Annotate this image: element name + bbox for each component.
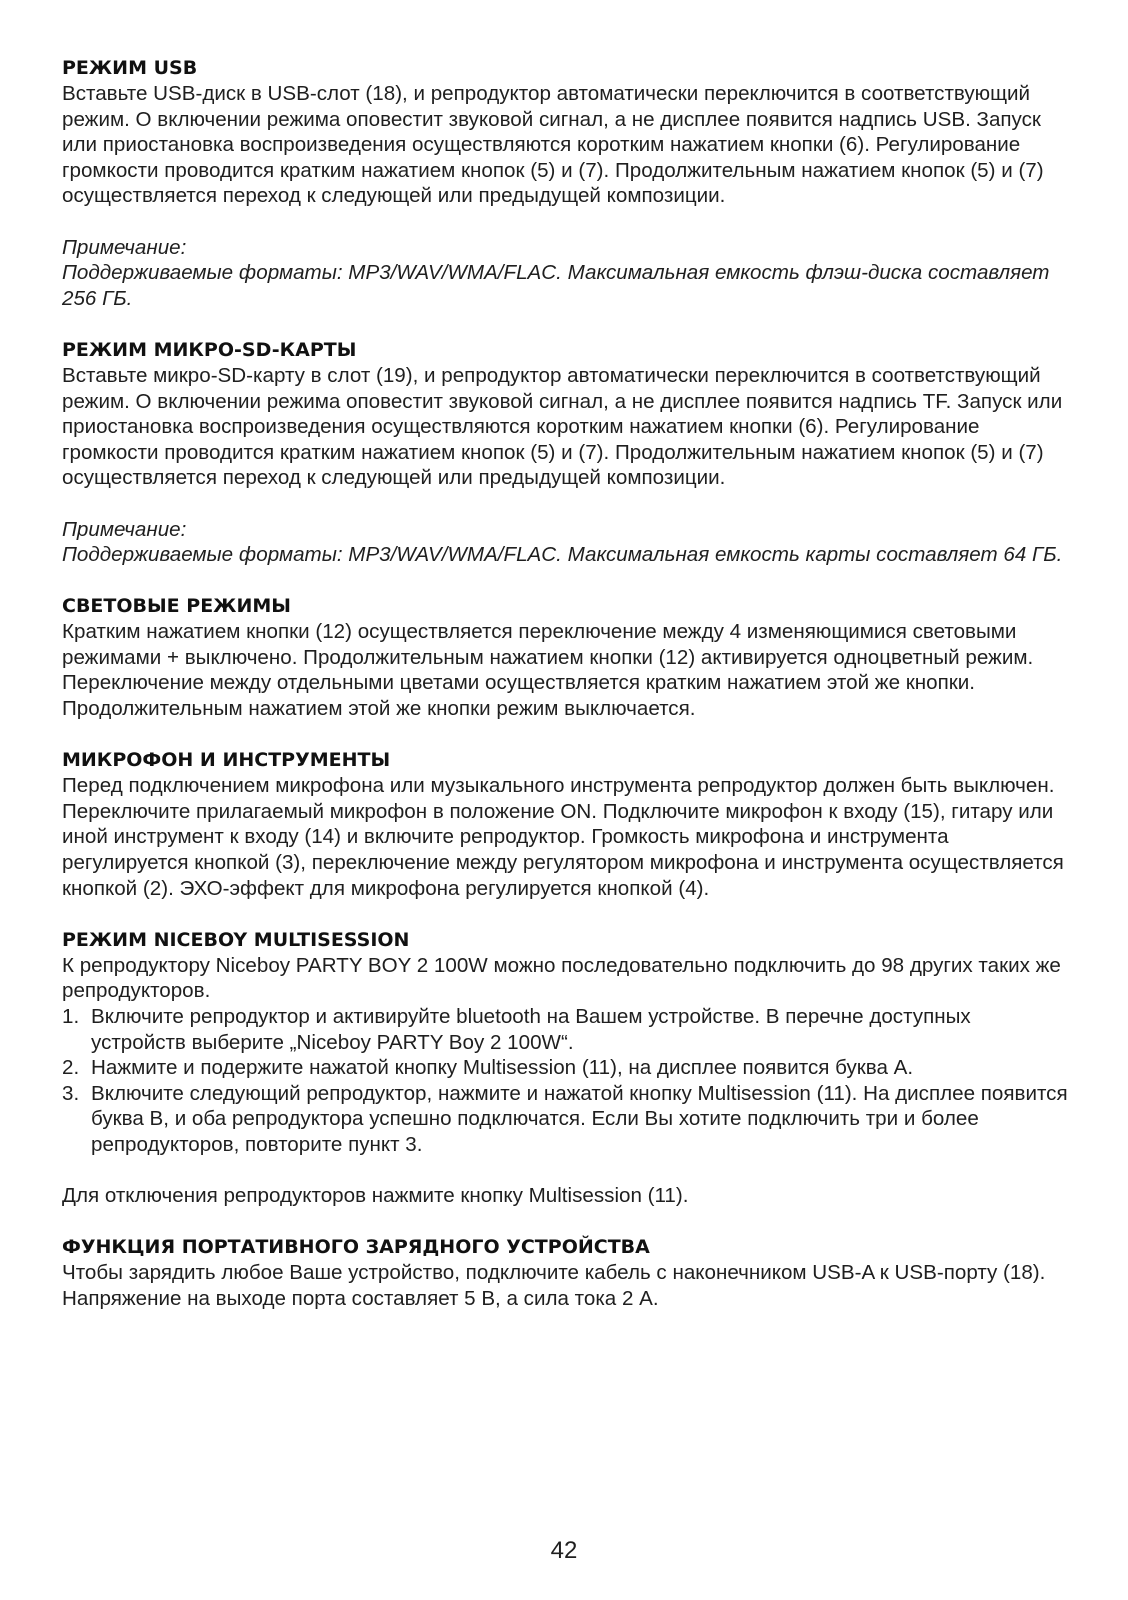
section-text-light: Кратким нажатием кнопки (12) осуществляется переключение между 4 изменяющимися световыми режимами + выключено. Продолжительным нажатием кнопки (12) активируется одноцветный режим. Переключение между отдельными цветами осуществляется кратким нажатием этой же кнопки. Продолжительным нажатием этой же кнопки режим выключается. [62, 620, 1034, 721]
section-title-mic: МИКРОФОН И ИНСТРУМЕНТЫ [62, 749, 391, 772]
section-title-microsd: РЕЖИМ МИКРО-SD-КАРТЫ [62, 338, 357, 361]
section-text-mic: Перед подключением микрофона или музыкального инструмента репродуктор должен быть выключен. Переключите прилагаемый микрофон в положение ON. Подключите микрофон к входу (15), гитару или иной инструмент к входу (14) и включите репродуктор. Громкость микрофона и инструмента регулируется кнопкой (3), переключение между регулятором микрофона и инструмента осуществляется кнопкой (2). ЭХО-эффект для микрофона регулируется кнопкой (4). [62, 774, 1064, 900]
note-label-microsd: Примечание: [62, 517, 187, 541]
section-title-usb: РЕЖИМ USB [62, 57, 198, 79]
section-text-usb: Вставьте USB-диск в USB-слот (18), и репродуктор автоматически переключится в соответствующий режим. О включении режима оповестит звуковой сигнал, а не дисплее появится надпись USB. Запуск или приостановка воспроизведения осуществляются коротким нажатием кнопки (6). Регулирование громкости проводится кратким нажатием кнопок (5) и (7). Продолжительным нажатием кнопок (5) и (7) осуществляется переход к следующей или предыдущей композиции. [62, 82, 1044, 208]
list-item-text: Включите репродуктор и активируйте bluetooth на Вашем устройстве. В перечне доступных устройств выберите „Niceboy PARTY Boy 2 100W“. [91, 1005, 971, 1054]
section-intro-multisession: К репродуктору Niceboy PARTY BOY 2 100W можно последовательно подключить до 98 других таких же репродукторов. [62, 953, 1061, 1003]
note-text-usb: Поддерживаемые форматы: MP3/WAV/WMA/FLAC. Максимальная емкость флэш-диска составляет 256 ГБ. [62, 261, 1050, 310]
section-text-charger: Чтобы зарядить любое Ваше устройство, подключите кабель с наконечником USB-A к USB-порту (18). Напряжение на выходе порта составляет 5 В, а сила тока 2 А. [62, 1261, 1046, 1310]
list-item-number: 2. [62, 1056, 80, 1080]
multisession-steps-list [62, 1004, 1070, 1158]
section-outro-multisession: Для отключения репродукторов нажмите кнопку Multisession (11). [62, 1184, 689, 1208]
list-item-number: 1. [62, 1005, 80, 1028]
section-title-multisession: РЕЖИМ NICEBOY MULTISESSION [62, 928, 410, 951]
document-page [62, 55, 1070, 1312]
list-item-text: Нажмите и подержите нажатой кнопку Multisession (11), на дисплее появится буква A. [91, 1056, 914, 1080]
section-title-charger: ФУНКЦИЯ ПОРТАТИВНОГО ЗАРЯДНОГО УСТРОЙСТВА [62, 1236, 650, 1259]
section-text-microsd: Вставьте микро-SD-карту в слот (19), и репродуктор автоматически переключится в соответствующий режим. О включении режима оповестит звуковой сигнал, а не дисплее появится надпись TF. Запуск или приостановка воспроизведения осуществляются коротким нажатием кнопки (6). Регулирование громкости проводится кратким нажатием кнопок (5) и (7). Продолжительным нажатием кнопок (5) и (7) осуществляется переход к следующей или предыдущей композиции. [62, 363, 1063, 490]
note-label-usb: Примечание: [62, 235, 187, 259]
list-item [62, 1055, 1070, 1081]
list-item-text: Включите следующий репродуктор, нажмите и нажатой кнопку Multisession (11). На дисплее появится буква B, и оба репродуктора успешно подключатся. Если Вы хотите подключить три и более репродукторов, повторите пункт 3. [91, 1081, 1068, 1156]
page-number: 42 [550, 1537, 578, 1564]
list-item-number: 3. [62, 1081, 80, 1105]
list-item [62, 1081, 1070, 1158]
section-title-light: СВЕТОВЫЕ РЕЖИМЫ [62, 595, 291, 618]
note-text-microsd: Поддерживаемые форматы: MP3/WAV/WMA/FLAC. Максимальная емкость карты составляет 64 ГБ. [62, 543, 1063, 567]
list-item [62, 1004, 1070, 1055]
